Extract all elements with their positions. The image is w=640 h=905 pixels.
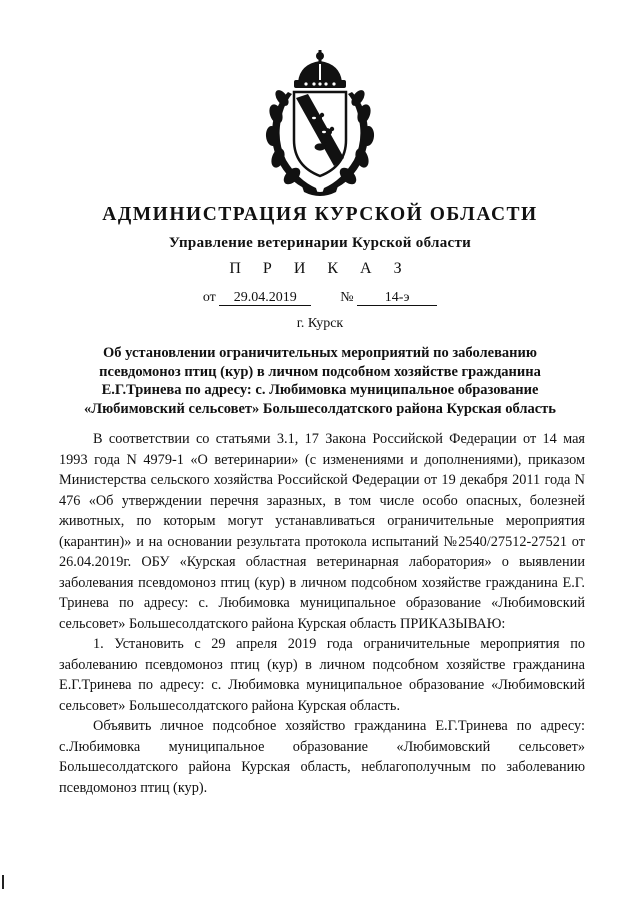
order-date: 29.04.2019 xyxy=(219,290,311,306)
body-paragraph: 1. Установить с 29 апреля 2019 года ограничительные мероприятия по заболеванию псевдомоноз птиц (кур) в личном подсобном хозяйстве гражданина Е.Г.Тринева по адресу: с. Любимовка муниципальное образование «Любимовский сельсовет» Большесолдатского района Курская область. xyxy=(59,636,585,714)
body-paragraph: Объявить личное подсобное хозяйство гражданина Е.Г.Тринева по адресу: с.Любимовка муниципальное образование «Любимовский сельсовет» Большесолдатского района Курская область, неблагополучным по заболеванию псевдомоноз птиц (кур). xyxy=(59,718,585,796)
body-paragraph: В соответствии со статьями 3.1, 17 Закона Российской Федерации от 14 мая 1993 года N 4979-1 «О ветеринарии» (с изменениями и дополнениями), приказом Министерства сельского хозяйства Российской Федерации от 19 декабря 2011 года N 476 «Об утверждении перечня заразных, в том числе особо опасных, болезней животных, по которым могут устанавливаться ограничительные мероприятия (карантин)» и на основании результата протокола испытаний №2540/27512-27521 от 26.04.2019г. ОБУ «Курская областная ветеринарная лаборатория» о выявлении заболевания псевдомоноз птиц (кур) в личном подсобном хозяйстве гражданина Е.Г. Тринева по адресу: с. Любимовка муниципальное образование «Любимовский сельсовет» Большесолдатского района Курская область ПРИКАЗЫВАЮ: xyxy=(59,431,585,632)
order-number: 14-э xyxy=(357,290,437,306)
document-type: П Р И К А З xyxy=(229,260,411,277)
issue-city: г. Курск xyxy=(296,316,344,331)
organization-title: АДМИНИСТРАЦИЯ КУРСКОЙ ОБЛАСТИ xyxy=(102,204,538,225)
department-title: Управление ветеринарии Курской области xyxy=(168,235,472,251)
coat-of-arms-icon xyxy=(258,48,382,198)
scan-margin-mark xyxy=(2,875,4,889)
order-body xyxy=(59,429,585,798)
number-prefix: № xyxy=(340,290,354,305)
date-number-line xyxy=(0,290,640,306)
date-prefix: от xyxy=(202,290,216,305)
order-subject: Об установлении ограничительных мероприятий по заболеванию псевдомоноз птиц (кур) в личном подсобном хозяйстве гражданина Е.Г.Тринева по адресу: с. Любимовка муниципальное образование «Любимовский сельсовет» Большесолдатского района Курская область xyxy=(84,345,556,417)
